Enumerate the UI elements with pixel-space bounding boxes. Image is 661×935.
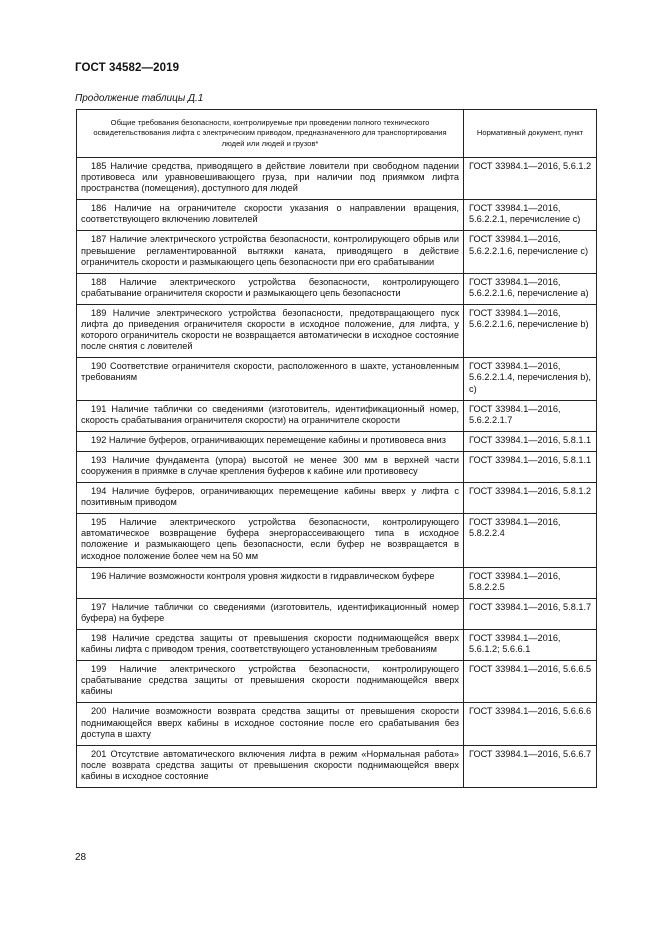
- requirement-cell: 200 Наличие возможности возврата средства защиты от превышения скорости поднимающейся вверх кабины в исходное состояние после его срабатывания без доступа в шахту: [77, 703, 464, 745]
- normative-reference-cell: ГОСТ 33984.1—2016, 5.6.6.5: [464, 661, 597, 703]
- requirement-cell: 198 Наличие средства защиты от превышения скорости поднимающейся вверх кабины лифта с приводом трения, соответствующего установленным требованиям: [77, 630, 464, 661]
- table-row: [77, 703, 597, 745]
- requirement-cell: 189 Наличие электрического устройства безопасности, предотвращающего пуск лифта до приведения ограничителя скорости в исходное положение, для лифта, у которого ограничитель скорости не возвращается автоматически в исходное состояние после снятия с ловителей: [77, 304, 464, 357]
- normative-reference-cell: ГОСТ 33984.1—2016, 5.6.6.6: [464, 703, 597, 745]
- table-continuation-caption: Продолжение таблицы Д.1: [75, 93, 204, 104]
- requirement-cell: 190 Соответствие ограничителя скорости, расположенного в шахте, установленным требованиям: [77, 358, 464, 400]
- table-row: [77, 358, 597, 400]
- table-row: [77, 273, 597, 304]
- document-id: ГОСТ 34582—2019: [75, 62, 180, 74]
- normative-reference-cell: ГОСТ 33984.1—2016, 5.6.6.7: [464, 745, 597, 787]
- requirement-cell: 193 Наличие фундамента (упора) высотой не менее 300 мм в верхней части сооружения в приямке в случае крепления буферов к кабине или противовесу: [77, 451, 464, 482]
- table-body: [77, 158, 597, 788]
- table-row: [77, 745, 597, 787]
- normative-reference-cell: ГОСТ 33984.1—2016, 5.8.1.1: [464, 431, 597, 451]
- normative-reference-cell: ГОСТ 33984.1—2016, 5.6.2.2.1.7: [464, 400, 597, 431]
- normative-reference-cell: ГОСТ 33984.1—2016, 5.8.2.2.5: [464, 567, 597, 598]
- table-row: [77, 630, 597, 661]
- normative-reference-cell: ГОСТ 33984.1—2016, 5.6.1.2; 5.6.6.1: [464, 630, 597, 661]
- requirement-cell: 201 Отсутствие автоматического включения лифта в режим «Нормальная работа» после возврата средства защиты от превышения скорости поднимающейся вверх кабины в исходное состояние: [77, 745, 464, 787]
- normative-reference-cell: ГОСТ 33984.1—2016, 5.6.1.2: [464, 158, 597, 200]
- normative-reference-cell: ГОСТ 33984.1—2016, 5.6.2.2.1, перечисление c): [464, 200, 597, 231]
- table-row: [77, 661, 597, 703]
- requirement-cell: 192 Наличие буферов, ограничивающих перемещение кабины и противовеса вниз: [77, 431, 464, 451]
- requirement-cell: 191 Наличие таблички со сведениями (изготовитель, идентификационный номер, скорость срабатывания ограничителя скорости) на ограничителе скорости: [77, 400, 464, 431]
- requirement-cell: 185 Наличие средства, приводящего в действие ловители при свободном падении противовеса или уравновешивающего груза, при наличии под приямком лифта пространства (помещения), доступного для людей: [77, 158, 464, 200]
- requirement-cell: 197 Наличие таблички со сведениями (изготовитель, идентификационный номер буфера) на буфере: [77, 598, 464, 629]
- table-row: [77, 483, 597, 514]
- requirement-column-header: Общие требования безопасности, контролируемые при проведении полного технического освидетельствования лифта с электрическим приводом, предназначенного для транспортирования людей или людей и грузов*: [77, 110, 464, 158]
- page-number: 28: [75, 852, 87, 863]
- normative-reference-cell: ГОСТ 33984.1—2016, 5.6.2.2.1.6, перечисление c): [464, 231, 597, 273]
- requirement-cell: 196 Наличие возможности контроля уровня жидкости в гидравлическом буфере: [77, 567, 464, 598]
- table-row: [77, 400, 597, 431]
- requirement-cell: 188 Наличие электрического устройства безопасности, контролирующего срабатывание ограничителя скорости и размыкающего цепь безопасности: [77, 273, 464, 304]
- requirement-cell: 187 Наличие электрического устройства безопасности, контролирующего обрыв или превышение регламентированной вытяжки каната, приводящего в действие ограничитель скорости и размыкающего цепь безопасности при его срабатывании: [77, 231, 464, 273]
- normative-column-header: Нормативный документ, пункт: [464, 110, 597, 158]
- requirement-cell: 186 Наличие на ограничителе скорости указания о направлении вращения, соответствующего включению ловителей: [77, 200, 464, 231]
- table-row: [77, 158, 597, 200]
- normative-reference-cell: ГОСТ 33984.1—2016, 5.6.2.2.1.6, перечисление b): [464, 304, 597, 357]
- table-row: [77, 431, 597, 451]
- requirements-table: [76, 109, 597, 788]
- normative-reference-cell: ГОСТ 33984.1—2016, 5.8.1.7: [464, 598, 597, 629]
- normative-reference-cell: ГОСТ 33984.1—2016, 5.8.2.2.4: [464, 514, 597, 567]
- requirement-cell: 194 Наличие буферов, ограничивающих перемещение кабины вверх у лифта с позитивным приводом: [77, 483, 464, 514]
- table-row: [77, 451, 597, 482]
- table-row: [77, 304, 597, 357]
- normative-reference-cell: ГОСТ 33984.1—2016, 5.6.2.2.1.4, перечисления b), c): [464, 358, 597, 400]
- table-header-row: [77, 110, 597, 158]
- table-row: [77, 514, 597, 567]
- normative-reference-cell: ГОСТ 33984.1—2016, 5.8.1.1: [464, 451, 597, 482]
- requirement-cell: 199 Наличие электрического устройства безопасности, контролирующего срабатывание средства защиты от превышения скорости поднимающейся вверх кабины: [77, 661, 464, 703]
- table-row: [77, 200, 597, 231]
- requirement-cell: 195 Наличие электрического устройства безопасности, контролирующего автоматическое возвращение буфера энергорассеивающего типа в исходное положение и размыкающего цепь безопасности, если буфер не возвращается в исходное положение более чем на 50 мм: [77, 514, 464, 567]
- table-row: [77, 231, 597, 273]
- table-row: [77, 567, 597, 598]
- normative-reference-cell: ГОСТ 33984.1—2016, 5.8.1.2: [464, 483, 597, 514]
- normative-reference-cell: ГОСТ 33984.1—2016, 5.6.2.2.1.6, перечисление a): [464, 273, 597, 304]
- table-row: [77, 598, 597, 629]
